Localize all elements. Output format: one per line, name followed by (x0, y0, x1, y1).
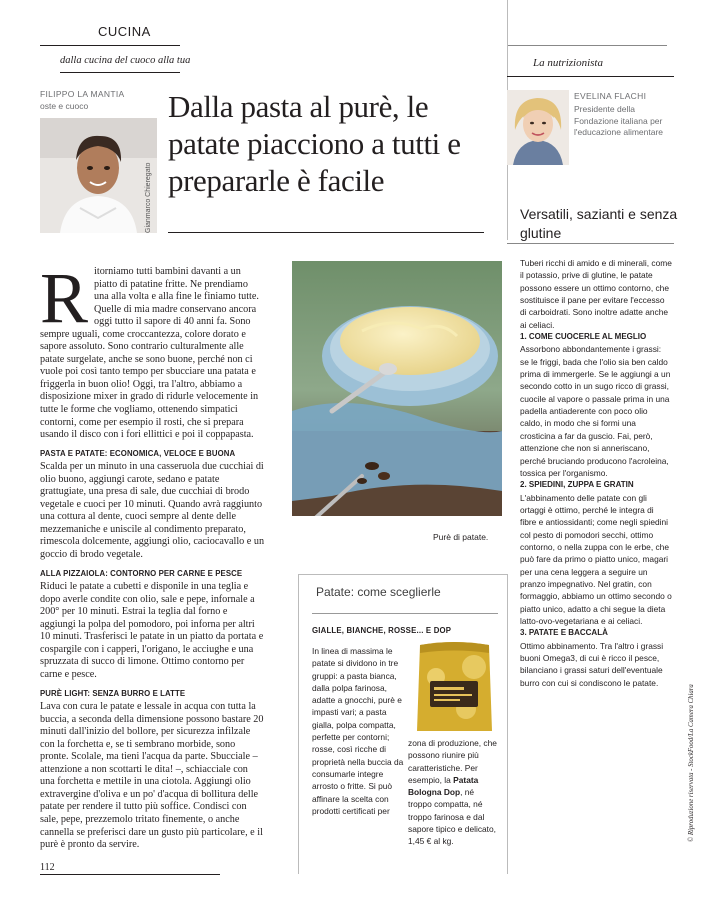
nutritionist-heading-3: 3. PATATE E BACCALÀ (520, 628, 608, 638)
box-subtitle: GIALLE, BIANCHE, ROSSE... E DOP (312, 626, 452, 635)
nutritionist-body (520, 257, 672, 689)
header-rule-right (507, 45, 667, 46)
nutritionist-heading-1: 1. COME CUOCERLE AL MEGLIO (520, 332, 647, 342)
box-title-rule (312, 613, 498, 614)
article-intro (40, 258, 265, 442)
nutritionist-title: Versatili, sazianti e senza glutine (520, 206, 678, 241)
nutritionist-paragraph-3: Ottimo abbinamento. Tra l'altro i grassi buoni Omega3, di cui è ricco il pesce, bilanciano i grassi saturi dell'eventuale burro con cui si condiscono le patate. (520, 640, 664, 688)
page-number: 112 (40, 862, 55, 873)
box-col2-text-b: , né troppo compatta, né troppo farinosa e dal sapore tipico e delicato, 1,45 € al kg. (408, 787, 496, 847)
box-column-1: In linea di massima le patate si dividono in tre gruppi: a pasta bianca, dalla polpa farinosa, adatte a gnocchi, purè e impasti vari; a pasta gialla, polpa compatta, perfette per contorni; rosse, così ricche di proprietà nella buccia da consumarle integre arrosto o fritte. Si può affinare la scelta con prodotti certificati per (312, 646, 404, 816)
header-rule-left (40, 45, 180, 46)
article-paragraph-3: Lava con cura le patate e lessale in acqua con tutta la buccia, a seconda della dimensione possono bastare 20 minuti dall'inizio del bollore, per sicurezza infilzale con la forchetta e, se ti sembrano morbide, sono pronte. Scolale, ma tieni l'acqua da parte. Sbucciale – attenzione a non scottarti le dita! –, schiacciale con una forchetta e mettile in una ciotola. Aggiungi olio extravergine d'oliva e un po' d'acqua di bollitura delle patate per rendere il tutto più soffice. Condisci con sale, pepe, prezzemolo tritato finemente, o anche cannella se preferisci dare un gusto più particolare, e il purè è pronto da servire. (40, 701, 264, 851)
photo-caption: Purè di patate. (433, 532, 489, 542)
copyright-notice: © Riproduzione riservata - StockFood/La Camera Chiara (688, 684, 695, 842)
box-column-2 (408, 737, 500, 848)
headline-rule (168, 232, 484, 233)
article-body (40, 258, 265, 852)
nutritionist-paragraph-2: L'abbinamento delle patate con gli ortaggi è ottimo, perché le integra di fibre e antiossidanti; come negli spiedini col pesto di pomodori secchi, ottimo contorno, o nella zuppa con le erbe, che può fare da primo o piatto unico, magari per una cena leggera a seguire un pranzo impegnativo. Nel gratin, con formaggio, abbiamo un ottimo secondo o piatto unico, adatto a chi segue la dieta latto-ovo-vegetariana e ai celiaci. (520, 492, 672, 626)
box-title: Patate: come sceglierle (316, 585, 441, 599)
food-photo (292, 261, 502, 548)
author-name: FILIPPO LA MANTIA (40, 89, 125, 99)
author-role: oste e cuoco (40, 101, 89, 111)
nutritionist-heading-2: 2. SPIEDINI, ZUPPA E GRATIN (520, 480, 634, 490)
section-label: CUCINA (98, 24, 151, 39)
subtitle-rule (60, 72, 180, 73)
box-col2-bold: Patata Bologna Dop (408, 774, 479, 798)
article-intro-text: itorniamo tutti bambini davanti a un piatto di patatine fritte. Ne prendiamo una alla volta e alla fine le finiamo tutte. Quelle di mia madre conservano ancora oggi tutto il sapore di 40 anni fa. Sono sempre uguali, come croccantezza, colore dorato e sapore assoluto. Sono contrario culturalmente alle patate surgelate, anche se sono buone, perché non ci vuole poi così tanto tempo per sbucciare una patata e friggerla in buon olio! Oggi, tra l'altro, abbiamo a disposizione mixer in grado di ridurle velocemente in tutte le forme che vogliamo, ottenendo simpatici contorni, come per esempio il rosti, che si prepara usando il disco con i fori ellittici e poi il coppapasta. (40, 266, 259, 441)
section-subtitle: dalla cucina del cuoco alla tua (60, 55, 191, 66)
nutritionist-label: La nutrizionista (533, 57, 603, 69)
drop-cap: R (40, 258, 89, 338)
nutritionist-role: Presidente della Fondazione italiana per l'educazione alimentare (574, 104, 664, 137)
article-heading-2: ALLA PIZZAIOLA: CONTORNO PER CARNE E PESCE (40, 568, 243, 578)
nutritionist-title-rule (507, 243, 674, 244)
nutritionist-paragraph-1: Assorbono abbondantemente i grassi: se le friggi, bada che l'olio sia ben caldo prima di immergerle. Se le aggiungi a un secondo cotto in un sugo ricco di grassi, cuocile al vapore o passale prima in una padella antiaderente con poco olio caldo, in modo che si formi una crosticina a far da guscio. Fai, però, attenzione che non si anneriscano, perché bruciando producono l'acroleina, tossica per l'organismo. (520, 344, 671, 478)
footer-rule (40, 874, 220, 875)
headline: Dalla pasta al purè, le patate piacciono a tutti e prepararle è facile (168, 89, 461, 198)
potato-bag-image (412, 639, 497, 734)
photo-credit: Gianmarco Chieregato (145, 162, 152, 233)
nutritionist-photo (507, 90, 569, 165)
article-paragraph-2: Riduci le patate a cubetti e disponile in una teglia e dopo averle condite con olio, sale e pepe, infornale a 200° per 10 minuti. Estrai la teglia dal forno e aggiungi la polpa del pomodoro, poi inforna per altri 10 minuti. Trasferisci le patate in un piatto da portata e cospargile con i capperi, l'origano, le acciughe e una spruzzata di succo di limone. Ottimo contorno per carne e pesce. (40, 581, 264, 680)
nutritionist-name: EVELINA FLACHI (574, 91, 647, 101)
box-col2-text-a: zona di produzione, che possono riunire più caratteristiche. Per esempio, la (408, 738, 497, 785)
article-paragraph-1: Scalda per un minuto in una casseruola due cucchiai di olio buono, aggiungi carote, sedano e patate grattugiate, una presa di sale, due cucchiai di brodo vegetale e cuoci per 10 minuti. Quando avrà raggiunto una cottura al dente, cuoci sempre al dente delle mezzemaniche e uniscile al condimento preparato, rimescola dolcemente, aggiungi olio, caciocavallo e un goccio di brodo vegetale. (40, 461, 265, 561)
article-heading-1: PASTA E PATATE: ECONOMICA, VELOCE E BUONA (40, 448, 236, 458)
article-heading-3: PURÈ LIGHT: SENZA BURRO E LATTE (40, 688, 186, 698)
nutritionist-intro: Tuberi ricchi di amido e di minerali, come il potassio, prive di glutine, le patate possono essere un ottimo contorno, che sostituisce il pane per evitare l'eccesso di carboidrati. Sono inoltre adatte anche ai celiaci. (520, 258, 672, 330)
nutritionist-rule (507, 76, 674, 77)
author-photo (40, 118, 157, 233)
